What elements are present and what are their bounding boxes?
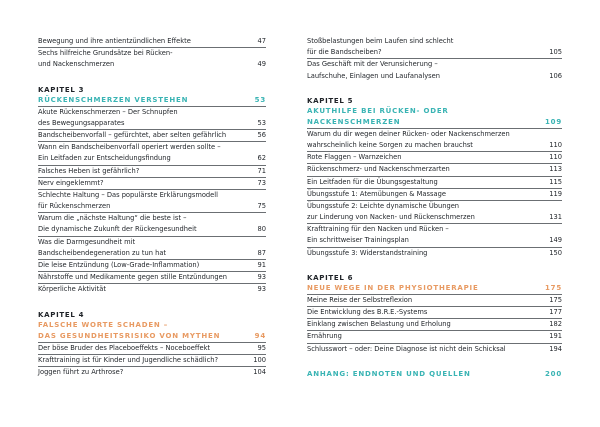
appendix-title[interactable]: ANHANG: ENDNOTEN UND QUELLEN 200 <box>307 369 562 378</box>
toc-entry[interactable]: Wann ein Bandscheibenvorfall operiert werden sollte – <box>38 143 221 152</box>
chapter-4-title-line2[interactable]: DAS GESUNDHEITSRISIKO VON MYTHEN 94 <box>38 331 266 343</box>
toc-entry[interactable]: Der böse Bruder des Placeboeffekts – Noceboeffekt 95 <box>38 343 266 355</box>
toc-entry[interactable]: wahrscheinlich keine Sorgen zu machen brauchst 110 <box>307 140 562 152</box>
toc-entry[interactable]: Krafttraining für den Nacken und Rücken – <box>307 225 449 234</box>
chapter-6-title[interactable]: NEUE WEGE IN DER PHYSIOTHERAPIE 175 <box>307 283 562 295</box>
toc-entry[interactable]: Falsches Heben ist gefährlich? 71 <box>38 166 266 178</box>
toc-entry[interactable]: für Rückenschmerzen 75 <box>38 201 266 213</box>
chapter-3-label: KAPITEL 3 <box>38 85 85 94</box>
toc-entry[interactable]: Bandscheibendegeneration zu tun hat 87 <box>38 248 266 260</box>
toc-entry[interactable]: Warum du dir wegen deiner Rücken- oder Nackenschmerzen <box>307 129 510 138</box>
toc-entry[interactable]: Ernährung 191 <box>307 331 562 343</box>
toc-entry[interactable]: Schlechte Haltung – Das populärste Erklärungsmodell <box>38 190 219 199</box>
toc-entry[interactable]: Meine Reise der Selbstreflexion 175 <box>307 295 562 307</box>
toc-entry[interactable]: Stoßbelastungen beim Laufen sind schlecht <box>307 37 454 45</box>
toc-entry[interactable]: Ein Leitfaden für die Übungsgestaltung 115 <box>307 177 562 189</box>
toc-entry[interactable]: und Nackenschmerzen 49 <box>38 60 266 69</box>
toc-entry[interactable]: Übungsstufe 3: Widerstandstraining 150 <box>307 248 562 257</box>
toc-entry[interactable]: Krafttraining ist für Kinder und Jugendliche schädlich? 100 <box>38 355 266 367</box>
toc-entry[interactable]: Joggen führt zu Arthrose? 104 <box>38 367 266 376</box>
toc-entry[interactable]: Die dynamische Zukunft der Rückengesundheit 80 <box>38 224 266 236</box>
toc-entry[interactable]: Das Geschäft mit der Verunsicherung – <box>307 60 438 69</box>
toc-entry[interactable]: Einklang zwischen Belastung und Erholung 182 <box>307 319 562 331</box>
toc-entry[interactable]: Bandscheibenvorfall – gefürchtet, aber selten gefährlich 56 <box>38 130 266 142</box>
chapter-4-title-line1[interactable]: FALSCHE WORTE SCHADEN – <box>38 320 169 329</box>
toc-entry[interactable]: Warum die „nächste Haltung“ die beste ist – <box>38 214 187 223</box>
toc-entry[interactable]: Schlusswort – oder: Deine Diagnose ist nicht dein Schicksal 194 <box>307 344 562 353</box>
toc-entry[interactable]: Akute Rückenschmerzen – Der Schnupfen <box>38 107 178 116</box>
chapter-3-title[interactable]: RÜCKENSCHMERZEN VERSTEHEN 53 <box>38 95 266 107</box>
toc-entry[interactable]: Die Entwicklung des B.R.E.-Systems 177 <box>307 307 562 319</box>
toc-entry[interactable]: Nerv eingeklemmt? 73 <box>38 178 266 190</box>
chapter-6-label: KAPITEL 6 <box>307 273 354 282</box>
toc-entry[interactable]: Was die Darmgesundheit mit <box>38 237 136 246</box>
toc-entry[interactable]: zur Linderung von Nacken- und Rückenschmerzen 131 <box>307 212 562 224</box>
toc-entry[interactable]: Rote Flaggen – Warnzeichen 110 <box>307 152 562 164</box>
chapter-5-title-line2[interactable]: NACKENSCHMERZEN 109 <box>307 117 562 129</box>
toc-entry[interactable]: Körperliche Aktivität 93 <box>38 285 266 294</box>
toc-entry[interactable]: Bewegung und ihre antientzündlichen Effekte 47 <box>38 36 266 48</box>
toc-entry[interactable]: Rückenschmerz- und Nackenschmerzarten 113 <box>307 164 562 176</box>
toc-entry[interactable]: des Bewegungsapparates 53 <box>38 118 266 130</box>
chapter-5-title-line1[interactable]: AKUTHILFE BEI RÜCKEN- ODER <box>307 106 449 115</box>
toc-entry[interactable]: Sechs hilfreiche Grundsätze bei Rücken- <box>38 49 173 58</box>
toc-right-column <box>307 36 562 380</box>
toc-entry[interactable]: Ein schrittweiser Trainingsplan 149 <box>307 235 562 247</box>
chapter-4-label: KAPITEL 4 <box>38 310 85 319</box>
toc-left-column <box>38 36 266 378</box>
toc-entry[interactable]: Nährstoffe und Medikamente gegen stille Entzündungen 93 <box>38 272 266 284</box>
toc-entry[interactable]: Laufschuhe, Einlagen und Laufanalysen 106 <box>307 71 562 80</box>
chapter-5-label: KAPITEL 5 <box>307 96 354 105</box>
toc-entry[interactable]: Übungsstufe 1: Atemübungen & Massage 119 <box>307 189 562 201</box>
toc-entry[interactable]: für die Bandscheiben? 105 <box>307 47 562 59</box>
toc-entry[interactable]: Ein Leitfaden zur Entscheidungsfindung 62 <box>38 153 266 165</box>
toc-entry[interactable]: Die leise Entzündung (Low-Grade-Inflammation) 91 <box>38 260 266 272</box>
toc-entry[interactable]: Übungsstufe 2: Leichte dynamische Übungen <box>307 201 460 210</box>
